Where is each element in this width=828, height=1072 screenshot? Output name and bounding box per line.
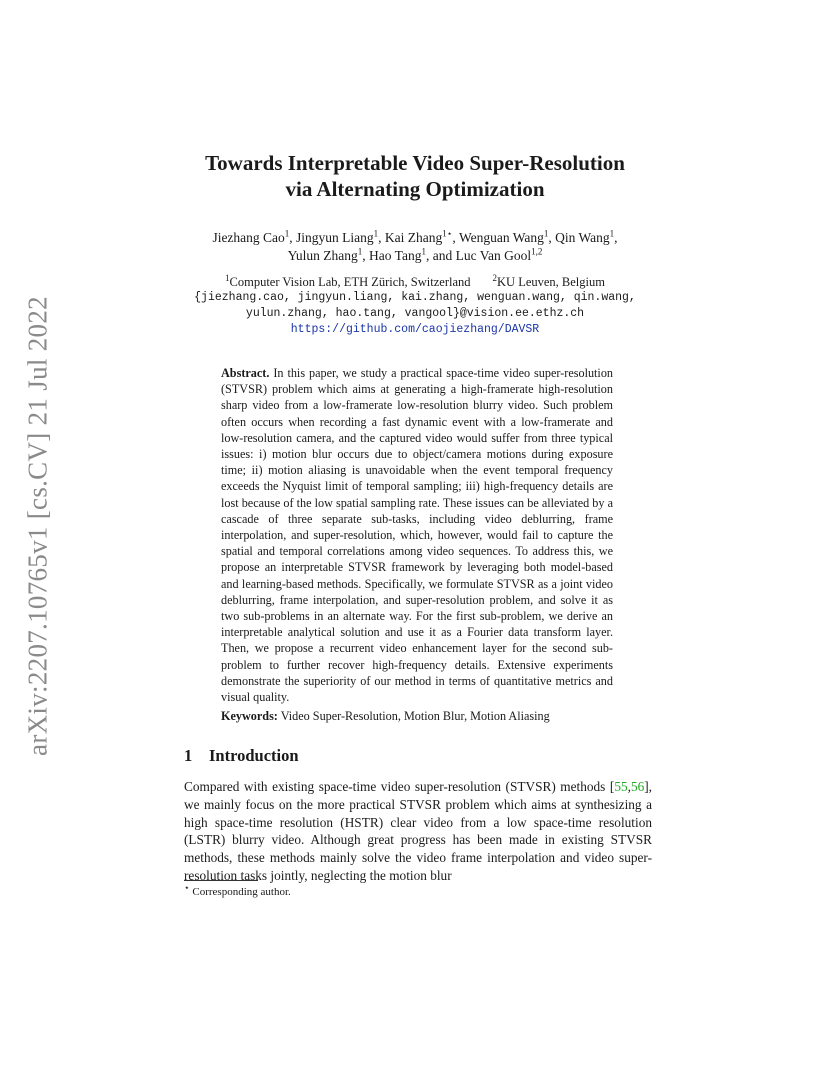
- footnote-mark: ⋆: [184, 882, 190, 893]
- affiliations: [120, 274, 710, 338]
- author-name: Yulun Zhang: [287, 248, 358, 263]
- footnote-divider: [184, 880, 258, 881]
- email-line-1: {jiezhang.cao, jingyun.liang, kai.zhang, wenguan.wang, qin.wang,: [194, 291, 636, 304]
- author-mark: 1: [284, 228, 290, 239]
- section-number: 1: [184, 746, 193, 765]
- keywords-label: Keywords:: [221, 709, 278, 723]
- title-line-1: Towards Interpretable Video Super-Resolution: [205, 151, 625, 175]
- keywords-text: Video Super-Resolution, Motion Blur, Motion Aliasing: [280, 709, 550, 723]
- arxiv-id-text: arXiv:2207.10765v1 [cs.CV] 21 Jul 2022: [22, 296, 53, 756]
- author-name: Luc Van Gool: [455, 248, 532, 263]
- citation-link[interactable]: 56: [630, 779, 645, 794]
- author-mark: 1⋆: [442, 228, 453, 239]
- author-sep: ,: [614, 230, 618, 245]
- author-name: Jingyun Liang: [296, 230, 374, 245]
- author-mark: 1: [543, 228, 549, 239]
- author-name: Qin Wang: [555, 230, 610, 245]
- footnote-text: Corresponding author.: [192, 886, 291, 898]
- author-sep: , and: [425, 248, 456, 263]
- affiliation-ku-leuven: KU Leuven, Belgium: [497, 275, 605, 289]
- title-line-2: via Alternating Optimization: [285, 177, 545, 201]
- author-line-2: [120, 247, 710, 265]
- email-line-2: yulun.zhang, hao.tang, vangool}@vision.ee.ethz.ch: [245, 307, 585, 320]
- affiliation-mark: 1: [225, 272, 230, 283]
- introduction-paragraph: [184, 778, 652, 885]
- author-mark: 1: [421, 246, 426, 257]
- author-list: [120, 229, 710, 265]
- affiliation-mark: 2: [492, 272, 498, 283]
- intro-text-start: Compared with existing space-time video super-resolution (STVSR) methods: [184, 779, 610, 794]
- keywords: [221, 708, 613, 724]
- section-heading-introduction: [184, 746, 299, 766]
- author-mark: 1: [609, 228, 615, 239]
- footnote: [184, 882, 291, 898]
- citation-link[interactable]: 55: [614, 779, 628, 794]
- affiliation-eth: Computer Vision Lab, ETH Zürich, Switzerland: [229, 275, 471, 289]
- abstract-label: Abstract.: [221, 366, 270, 380]
- author-sep: ,: [362, 248, 370, 263]
- author-name: Hao Tang: [369, 248, 422, 263]
- author-mark: 1,2: [531, 246, 543, 257]
- author-sep: ,: [452, 230, 459, 245]
- author-name: Jiezhang Cao: [212, 230, 285, 245]
- abstract-text: In this paper, we study a practical space-time video super-resolution (STVSR) problem which aims at generating a high-framerate high-resolution sharp video from a low-framerate low-resolution blurry video. Such problem often occurs when recording a fast dynamic event with a low-framerate and low-resolution camera, and the captured video would suffer from three typical issues: i) motion blur occurs due to object/camera motions during exposure time; ii) motion aliasing is unavoidable when the event temporal frequency exceeds the Nyquist limit of temporal sampling; iii) high-frequency details are lost because of the low spatial sampling rate. These issues can be alleviated by a cascade of three separate sub-tasks, including video deblurring, frame interpolation, and super-resolution, which, however, would fail to capture the spatial and temporal correlations among video sequences. To address this, we propose an interpretable STVSR framework by leveraging both model-based and learning-based methods. Specifically, we formulate STVSR as a joint video deblurring, frame interpolation, and super-resolution problem, and solve it as two sub-problems in an alternate way. For the first sub-problem, we derive an interpretable analytical solution and use it as a Fourier data transform layer. Then, we propose a recurrent video enhancement layer for the second sub-problem to further recover high-frequency details. Extensive experiments demonstrate the superiority of our method in terms of quantitative metrics and visual quality.: [221, 366, 614, 705]
- arxiv-identifier: [8, 286, 68, 766]
- author-line-1: [120, 229, 710, 247]
- author-sep: ,: [548, 230, 556, 245]
- section-title: Introduction: [209, 746, 299, 765]
- author-mark: 1: [373, 228, 379, 239]
- github-link[interactable]: https://github.com/caojiezhang/DAVSR: [290, 323, 540, 336]
- author-mark: 1: [357, 246, 363, 257]
- affiliation-row: [120, 274, 710, 290]
- author-name: Kai Zhang: [384, 230, 443, 245]
- author-sep: ,: [289, 230, 297, 245]
- intro-text-rest: , we mainly focus on the more practical STVSR problem which aims at synthesizing a high space-time resolution (HSTR) clear video from a low space-time resolution (LSTR) blurry video. Although great progress has been made in existing STVSR methods, these methods mainly solve the video frame interpolation and video super-resolution tasks jointly, neglecting the motion blur: [184, 779, 652, 883]
- abstract: [221, 365, 613, 705]
- cite-open: [: [609, 779, 615, 794]
- paper-title: [120, 150, 710, 202]
- cite-comma: ,: [627, 779, 631, 794]
- cite-close: ]: [644, 779, 649, 794]
- author-sep: ,: [378, 230, 385, 245]
- author-name: Wenguan Wang: [458, 230, 544, 245]
